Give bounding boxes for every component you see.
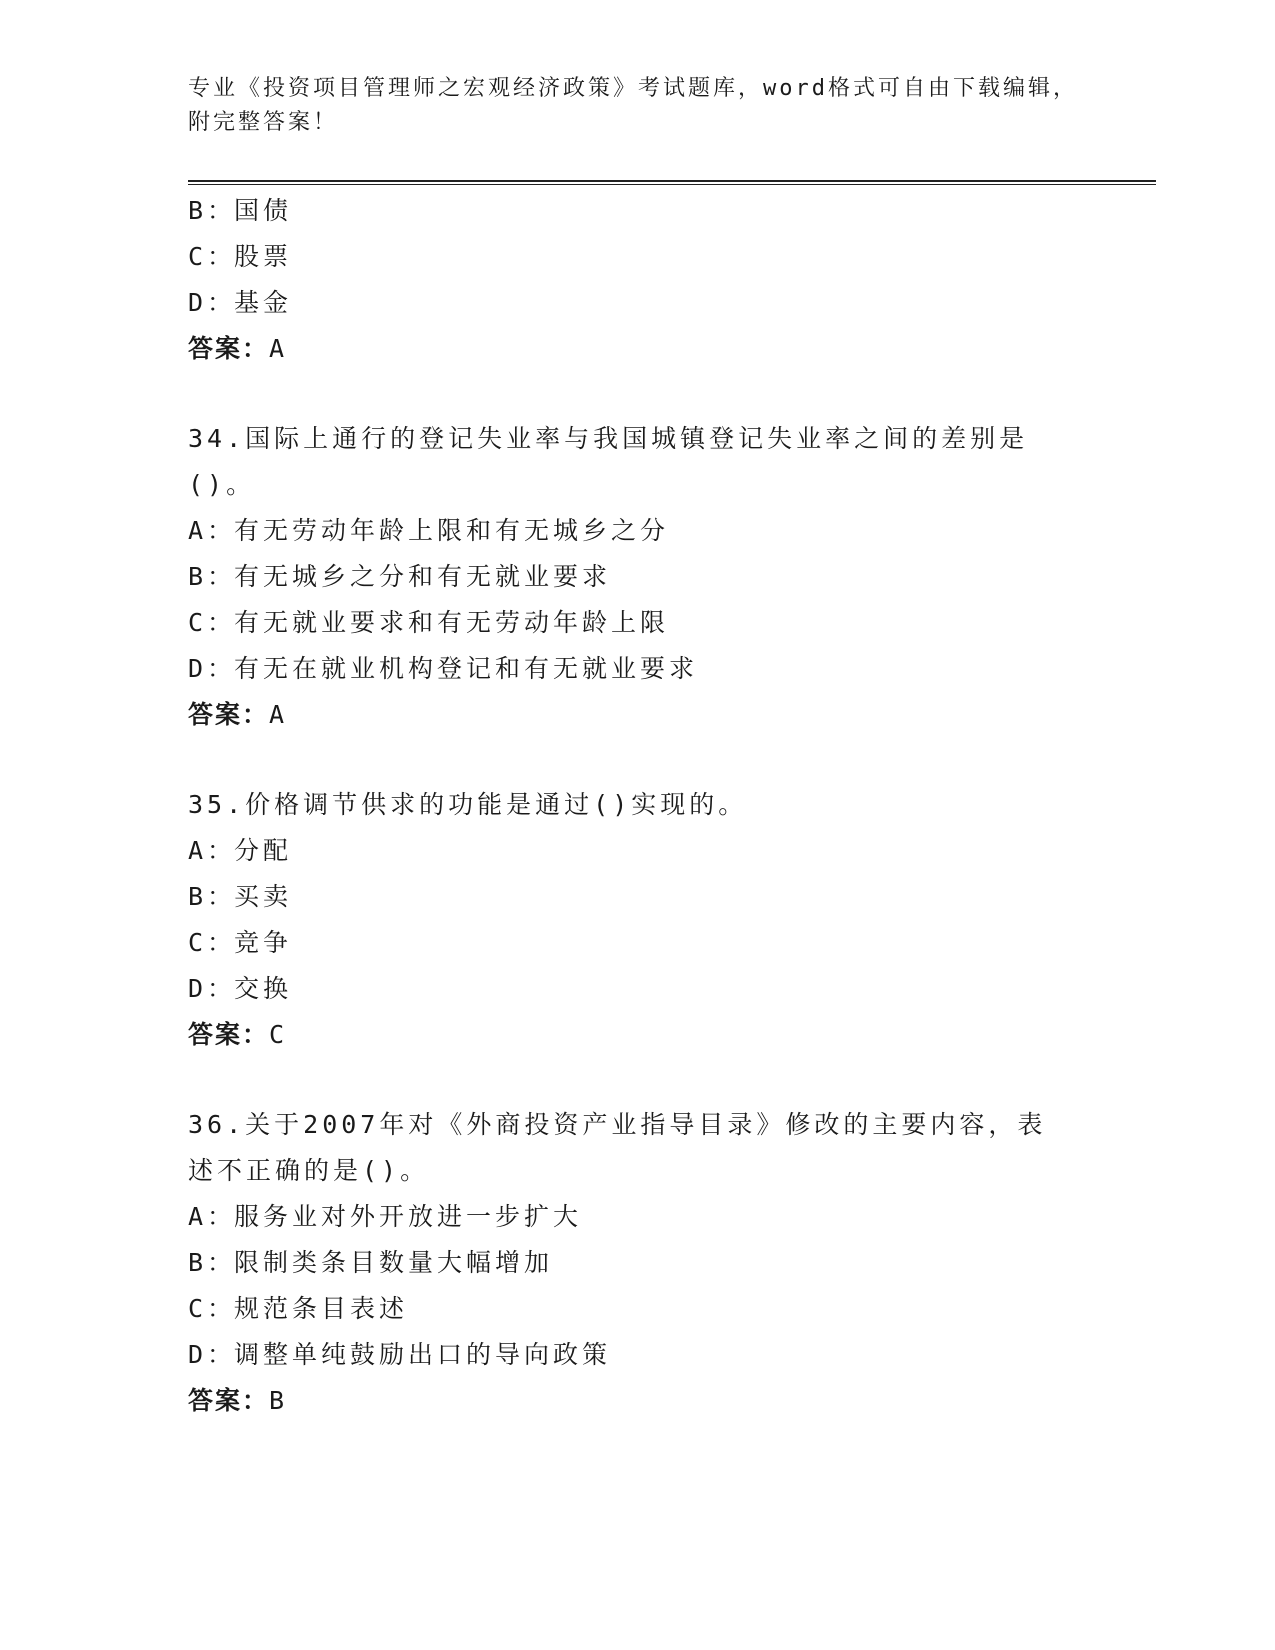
header-divider: [188, 180, 1156, 185]
option-d: [188, 966, 1088, 1012]
option-text: 限制类条目数量大幅增加: [234, 1248, 554, 1277]
option-a: [188, 828, 1088, 874]
option-text: 有无城乡之分和有无就业要求: [234, 562, 612, 591]
option-a: [188, 508, 1088, 554]
option-text: 规范条目表述: [234, 1294, 409, 1323]
answer-value: C: [269, 1020, 287, 1049]
answer-label: 答案：: [188, 1386, 270, 1415]
option-key: B：: [188, 882, 237, 911]
option-text: 国债: [234, 196, 293, 225]
question-stem: 35.价格调节供求的功能是通过()实现的。: [188, 790, 748, 819]
answer-value: A: [269, 700, 287, 729]
answer-line: [188, 326, 1088, 372]
option-text: 股票: [234, 242, 293, 271]
option-d: [188, 1332, 1088, 1378]
option-text: 调整单纯鼓励出口的导向政策: [234, 1340, 612, 1369]
option-key: B：: [188, 196, 237, 225]
option-key: C：: [188, 242, 237, 271]
option-key: A：: [188, 1202, 237, 1231]
answer-label: 答案：: [188, 334, 270, 363]
option-c: [188, 234, 1088, 280]
option-key: A：: [188, 516, 237, 545]
option-b: [188, 554, 1088, 600]
question-block-33: [188, 188, 1088, 372]
option-text: 有无劳动年龄上限和有无城乡之分: [234, 516, 670, 545]
option-b: [188, 1240, 1088, 1286]
option-text: 交换: [234, 974, 293, 1003]
option-d: [188, 280, 1088, 326]
option-text: 基金: [234, 288, 293, 317]
option-key: D：: [188, 288, 237, 317]
option-key: C：: [188, 608, 237, 637]
answer-label: 答案：: [188, 700, 270, 729]
question-stem: 34.国际上通行的登记失业率与我国城镇登记失业率之间的差别是()。: [188, 424, 1029, 499]
answer-line: [188, 1378, 1088, 1424]
option-b: [188, 874, 1088, 920]
option-text: 竞争: [234, 928, 293, 957]
question-block-35: [188, 782, 1088, 1058]
option-a: [188, 1194, 1088, 1240]
option-key: C：: [188, 928, 237, 957]
option-c: [188, 1286, 1088, 1332]
option-key: B：: [188, 562, 237, 591]
answer-line: [188, 1012, 1088, 1058]
option-key: C：: [188, 1294, 237, 1323]
option-text: 服务业对外开放进一步扩大: [234, 1202, 583, 1231]
answer-value: B: [269, 1386, 287, 1415]
question-block-34: [188, 416, 1088, 738]
option-text: 分配: [234, 836, 293, 865]
option-key: B：: [188, 1248, 237, 1277]
document-body: [188, 188, 1088, 1424]
option-text: 买卖: [234, 882, 293, 911]
option-key: A：: [188, 836, 237, 865]
option-key: D：: [188, 1340, 237, 1369]
option-c: [188, 600, 1088, 646]
document-header: [188, 72, 1088, 140]
option-key: D：: [188, 974, 237, 1003]
option-b: [188, 188, 1088, 234]
option-c: [188, 920, 1088, 966]
option-text: 有无在就业机构登记和有无就业要求: [234, 654, 699, 683]
question-block-36: [188, 1102, 1088, 1424]
question-stem: 36.关于2007年对《外商投资产业指导目录》修改的主要内容，表述不正确的是()。: [188, 1110, 1047, 1185]
answer-label: 答案：: [188, 1020, 270, 1049]
option-key: D：: [188, 654, 237, 683]
option-d: [188, 646, 1088, 692]
option-text: 有无就业要求和有无劳动年龄上限: [234, 608, 670, 637]
answer-line: [188, 692, 1088, 738]
header-text: 专业《投资项目管理师之宏观经济政策》考试题库，word格式可自由下载编辑，附完整答案！: [188, 76, 1078, 135]
answer-value: A: [269, 334, 287, 363]
